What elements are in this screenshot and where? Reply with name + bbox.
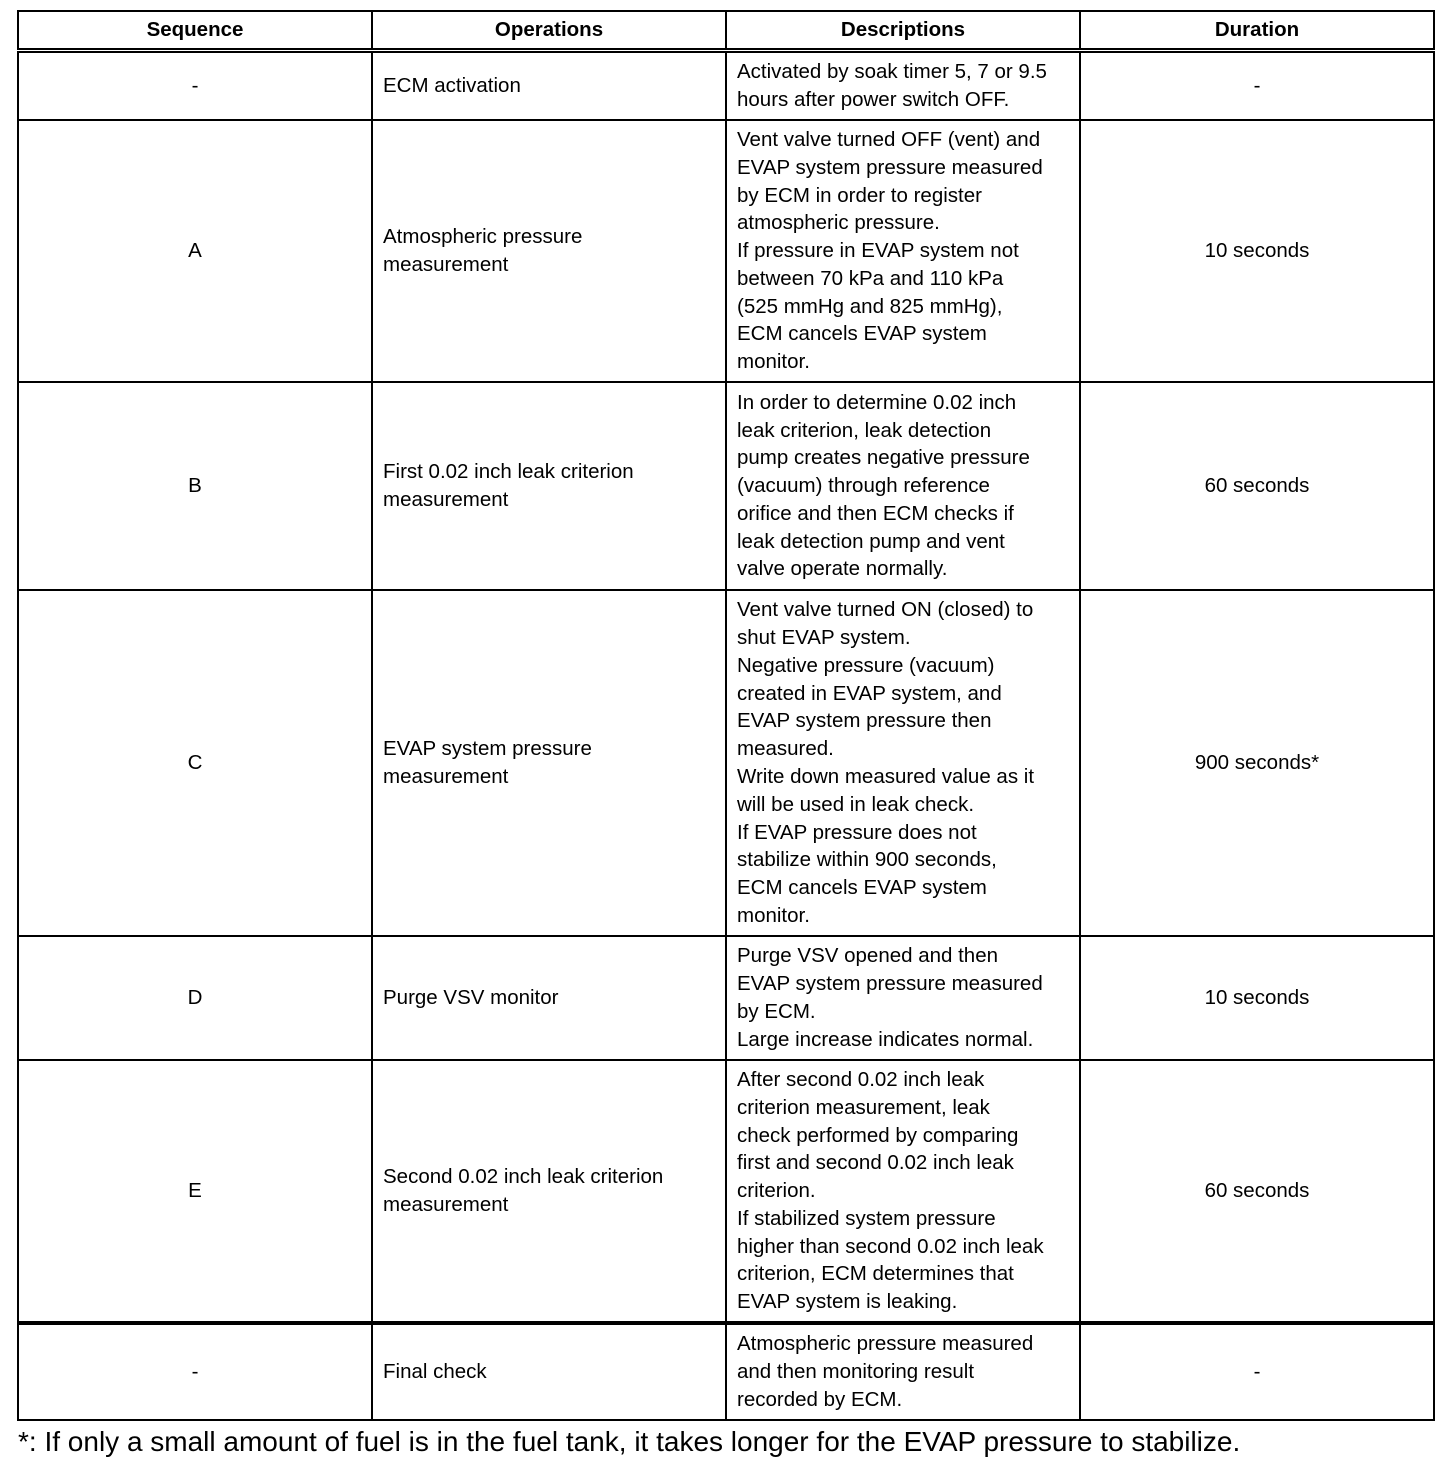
table-row	[18, 120, 1434, 382]
operation-line: First 0.02 inch leak criterion	[383, 460, 634, 484]
header-descriptions: Descriptions	[726, 11, 1080, 51]
description-line: EVAP system pressure then	[737, 709, 992, 733]
header-duration: Duration	[1080, 11, 1434, 51]
description-line: EVAP system pressure measured	[737, 155, 1043, 179]
operation-line: measurement	[383, 253, 509, 276]
description-line: monitor.	[737, 350, 810, 374]
operation-line: Atmospheric pressure	[383, 225, 583, 249]
description-line: hours after power switch OFF.	[737, 88, 1010, 111]
sequence-cell: E	[18, 1060, 372, 1323]
description-line: monitor.	[737, 903, 810, 927]
operation-cell	[372, 120, 726, 382]
operation-line: Second 0.02 inch leak criterion	[383, 1165, 664, 1189]
table-row	[18, 1323, 1434, 1420]
description-line: created in EVAP system, and	[737, 681, 1002, 705]
operation-cell	[372, 936, 726, 1060]
description-line: leak detection pump and vent	[737, 529, 1005, 553]
operation-line: measurement	[383, 1193, 509, 1216]
evap-monitor-sequence-table-container	[17, 10, 1435, 1421]
description-line: Large increase indicates normal.	[737, 1027, 1034, 1051]
description-line: higher than second 0.02 inch leak	[737, 1234, 1044, 1258]
header-operations: Operations	[372, 11, 726, 51]
description-line: criterion.	[737, 1179, 816, 1203]
description-line: EVAP system is leaking.	[737, 1290, 958, 1314]
description-line: (525 mmHg and 825 mmHg),	[737, 294, 1003, 318]
operation-cell	[372, 51, 726, 121]
operation-line: Final check	[383, 1360, 487, 1384]
description-line: (vacuum) through reference	[737, 474, 990, 498]
description-line: Negative pressure (vacuum)	[737, 653, 995, 677]
description-line: stabilize within 900 seconds,	[737, 848, 997, 872]
description-line: If pressure in EVAP system not	[737, 239, 1019, 263]
description-line: EVAP system pressure measured	[737, 972, 1043, 996]
duration-cell: 60 seconds	[1080, 1060, 1434, 1323]
description-line: Activated by soak timer 5, 7 or 9.5	[737, 60, 1047, 84]
description-line: In order to determine 0.02 inch	[737, 390, 1017, 414]
description-line: between 70 kPa and 110 kPa	[737, 266, 1004, 290]
table-row	[18, 51, 1434, 121]
table-row	[18, 936, 1434, 1060]
sequence-cell: -	[18, 51, 372, 121]
duration-cell: 900 seconds*	[1080, 590, 1434, 936]
duration-cell: -	[1080, 1323, 1434, 1420]
table-body	[18, 51, 1434, 1421]
description-cell	[726, 120, 1080, 382]
description-line: check performed by comparing	[737, 1123, 1019, 1147]
operation-line: measurement	[383, 765, 509, 788]
operation-cell	[372, 1323, 726, 1420]
sequence-cell: B	[18, 382, 372, 590]
operation-cell	[372, 590, 726, 936]
description-line: orifice and then ECM checks if	[737, 501, 1014, 525]
description-line: After second 0.02 inch leak	[737, 1067, 985, 1091]
description-cell	[726, 936, 1080, 1060]
operation-line: measurement	[383, 488, 509, 511]
duration-cell: 60 seconds	[1080, 382, 1434, 590]
description-line: Vent valve turned ON (closed) to	[737, 598, 1034, 622]
description-cell	[726, 382, 1080, 590]
operation-line: Purge VSV monitor	[383, 986, 559, 1010]
description-cell	[726, 51, 1080, 121]
description-line: by ECM.	[737, 1000, 816, 1023]
footnote: *: If only a small amount of fuel is in the fuel tank, it takes longer for the EVAP pressure to stabilize.	[18, 1426, 1241, 1457]
sequence-cell: D	[18, 936, 372, 1060]
description-line: If stabilized system pressure	[737, 1206, 996, 1230]
description-line: leak criterion, leak detection	[737, 418, 992, 442]
sequence-cell: C	[18, 590, 372, 936]
table-row	[18, 382, 1434, 590]
description-line: recorded by ECM.	[737, 1387, 903, 1411]
description-line: by ECM in order to register	[737, 183, 982, 207]
description-cell	[726, 1323, 1080, 1420]
description-line: Write down measured value as it	[737, 765, 1035, 788]
description-line: measured.	[737, 737, 834, 761]
operation-line: EVAP system pressure	[383, 737, 592, 761]
operation-cell	[372, 382, 726, 590]
description-line: criterion, ECM determines that	[737, 1262, 1014, 1286]
sequence-cell: A	[18, 120, 372, 382]
description-line: will be used in leak check.	[737, 792, 975, 816]
description-line: ECM cancels EVAP system	[737, 322, 987, 346]
duration-cell: -	[1080, 51, 1434, 121]
description-line: ECM cancels EVAP system	[737, 876, 987, 900]
description-line: Vent valve turned OFF (vent) and	[737, 127, 1041, 151]
operation-cell	[372, 1060, 726, 1323]
description-line: Purge VSV opened and then	[737, 944, 999, 968]
header-sequence: Sequence	[18, 11, 372, 51]
description-line: criterion measurement, leak	[737, 1095, 990, 1119]
duration-cell: 10 seconds	[1080, 936, 1434, 1060]
table-row	[18, 1060, 1434, 1323]
description-line: Atmospheric pressure measured	[737, 1332, 1034, 1356]
description-cell	[726, 590, 1080, 936]
description-line: shut EVAP system.	[737, 626, 911, 650]
table-row	[18, 590, 1434, 936]
description-line: If EVAP pressure does not	[737, 820, 977, 844]
evap-monitor-sequence-table	[17, 10, 1435, 1421]
description-line: and then monitoring result	[737, 1360, 975, 1384]
sequence-cell: -	[18, 1323, 372, 1420]
operation-line: ECM activation	[383, 74, 521, 98]
description-line: atmospheric pressure.	[737, 211, 940, 235]
description-cell	[726, 1060, 1080, 1323]
table-header-row	[18, 11, 1434, 51]
description-line: valve operate normally.	[737, 557, 948, 581]
description-line: first and second 0.02 inch leak	[737, 1151, 1014, 1175]
duration-cell: 10 seconds	[1080, 120, 1434, 382]
description-line: pump creates negative pressure	[737, 446, 1030, 470]
